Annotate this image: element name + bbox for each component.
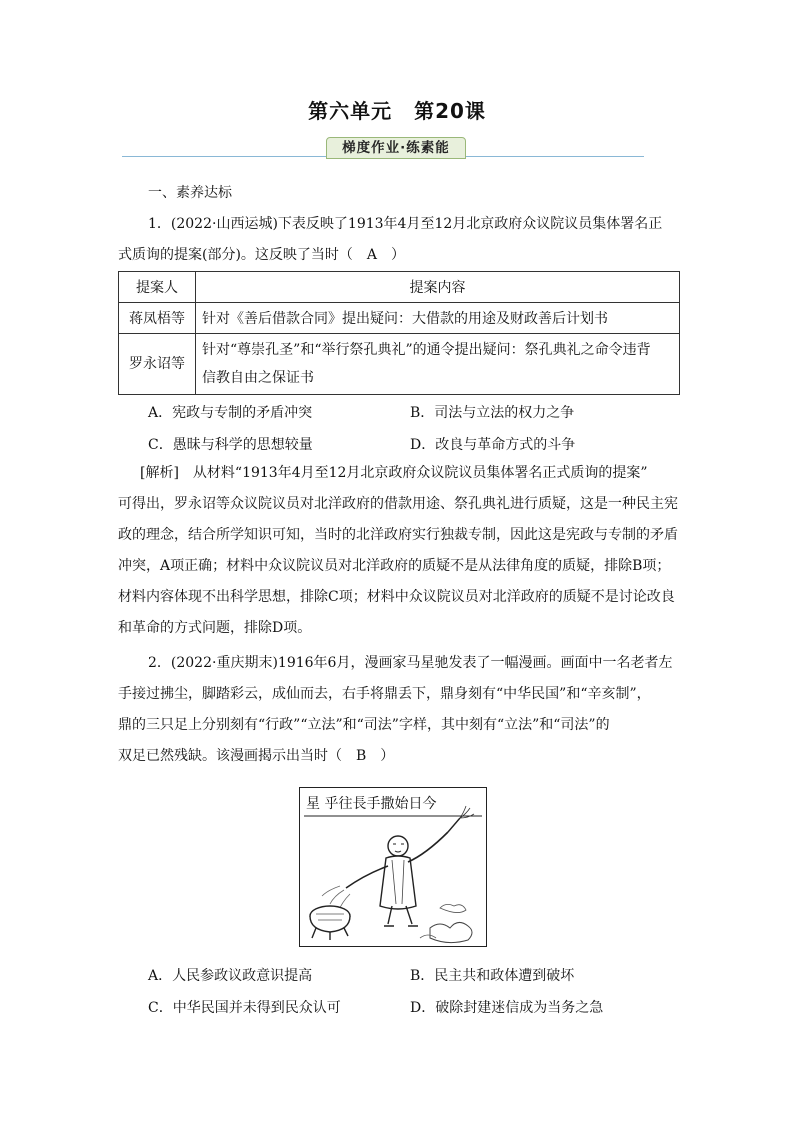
q1-option-b: B．司法与立法的权力之争 <box>410 405 575 421</box>
q2-option-d: D．破除封建迷信成为当务之急 <box>410 1000 604 1016</box>
q2-option-a: A．人民参政议政意识提高 <box>148 968 313 984</box>
q2-stem-line3: 鼎的三只足上分别刻有“行政”“立法”和“司法”字样，其中刻有“立法”和“司法”的 <box>118 717 610 733</box>
q1-option-c: C．愚昧与科学的思想较量 <box>148 437 313 453</box>
old-man-robe <box>380 856 416 909</box>
q1-option-d: D．改良与革命方式的斗争 <box>410 437 576 453</box>
table-row <box>119 334 680 395</box>
q2-stem-line1: 2．(2022·重庆期末)1916年6月，漫画家马星驰发表了一幅漫画。画面中一名老者左 <box>148 655 673 671</box>
page-title <box>0 95 794 124</box>
q1-analysis-line5: 材料内容体现不出科学思想，排除C项；材料中众议院议员对北洋政府的质疑不是讨论改良 <box>118 589 675 605</box>
row2-content-line1: 针对“尊崇孔圣”和“举行祭孔典礼”的通令提出疑问：祭孔典礼之命令违背 <box>202 342 651 358</box>
row2-content-line2: 信教自由之保证书 <box>202 370 314 386</box>
lesson-title: 第20课 <box>414 99 486 123</box>
q1-stem-line2: 式质询的提案(部分)。这反映了当时（ A ） <box>118 247 406 263</box>
table-header-row <box>119 272 680 303</box>
table-row <box>119 303 680 334</box>
header-content: 提案内容 <box>196 272 680 303</box>
q1-analysis-line1: [解析] 从材料“1913年4月至12月北京政府众议院议员集体署名正式质询的提案” <box>140 465 648 481</box>
section-header <box>122 135 644 159</box>
row2-content <box>196 334 680 395</box>
cloud-icon <box>430 922 472 942</box>
q2-option-c: C．中华民国并未得到民众认可 <box>148 1000 341 1016</box>
section-title: 一、素养达标 <box>148 185 232 201</box>
cartoon-caption: 星 乎往長手撒始日今 <box>306 796 437 812</box>
whisk-icon <box>448 818 460 832</box>
q1-stem-line1: 1．(2022·山西运城)下表反映了1913年4月至12月北京政府众议院议员集体署名正 <box>148 216 663 232</box>
political-cartoon <box>299 787 487 947</box>
q1-analysis-line6: 和革命的方式问题，排除D项。 <box>118 620 312 636</box>
q2-option-b: B．民主共和政体遭到破坏 <box>410 968 575 984</box>
cartoon-drawing <box>300 788 486 946</box>
q2-stem-line4: 双足已然残缺。该漫画揭示出当时（ B ） <box>118 748 395 764</box>
q1-option-a: A．宪政与专制的矛盾冲突 <box>148 405 313 421</box>
q1-analysis-line4: 冲突，A项正确；材料中众议院议员对北洋政府的质疑不是从法律角度的质疑，排除B项； <box>118 558 671 574</box>
row1-content: 针对《善后借款合同》提出疑问：大借款的用途及财政善后计划书 <box>196 303 680 334</box>
row1-person: 蒋凤梧等 <box>119 303 196 334</box>
homework-badge: 梯度作业·练素能 <box>326 137 466 159</box>
q1-analysis-line3: 政的理念，结合所学知识可知，当时的北洋政府实行独裁专制，因此这是宪政与专制的矛盾 <box>118 527 678 543</box>
ding-vessel-icon <box>310 906 350 940</box>
unit-title: 第六单元 <box>308 99 393 123</box>
proposal-table <box>118 271 680 395</box>
header-person: 提案人 <box>119 272 196 303</box>
row2-person: 罗永诏等 <box>119 334 196 395</box>
q2-stem-line2: 手接过拂尘，脚踏彩云，成仙而去，右手将鼎丢下，鼎身刻有“中华民国”和“辛亥制”， <box>118 686 651 702</box>
old-man-head <box>388 836 408 856</box>
q1-analysis-line2: 可得出，罗永诏等众议院议员对北洋政府的借款用途、祭孔典礼进行质疑，这是一种民主宪 <box>118 496 678 512</box>
